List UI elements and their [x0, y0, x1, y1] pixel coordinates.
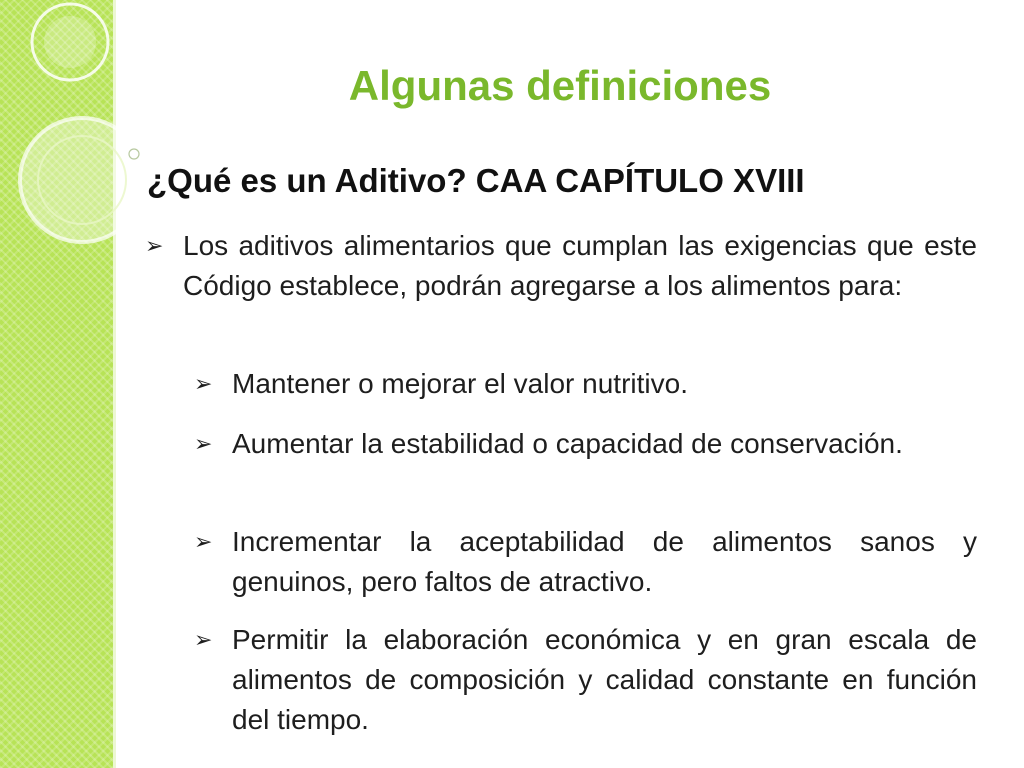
decorative-circles-icon — [0, 0, 180, 260]
bullet-text: Los aditivos alimentarios que cumplan las exigencias que este Código establece, podrán agregarse a los alimentos para: — [183, 230, 977, 301]
bullet-item-sub — [194, 522, 977, 602]
arrow-bullet-icon: ➢ — [194, 627, 213, 652]
slide-title: Algunas definiciones — [348, 62, 772, 109]
bullet-item-sub — [194, 620, 977, 740]
bullet-item-sub — [194, 364, 977, 404]
arrow-bullet-icon: ➢ — [145, 233, 164, 258]
arrow-bullet-icon: ➢ — [194, 431, 213, 456]
bullet-text: Permitir la elaboración económica y en gran escala de alimentos de composición y calidad constante en función del tiempo. — [232, 624, 977, 735]
bullet-text: Incrementar la aceptabilidad de alimentos sanos y genuinos, pero faltos de atractivo. — [232, 526, 977, 597]
slide-subtitle: ¿Qué es un Aditivo? CAA CAPÍTULO XVIII — [147, 162, 805, 199]
bullet-item-sub — [194, 424, 977, 464]
bullet-text: Mantener o mejorar el valor nutritivo. — [232, 368, 688, 399]
arrow-bullet-icon: ➢ — [194, 371, 213, 396]
bullet-item-main — [145, 226, 977, 306]
bullet-text: Aumentar la estabilidad o capacidad de conservación. — [232, 428, 903, 459]
arrow-bullet-icon: ➢ — [194, 529, 213, 554]
